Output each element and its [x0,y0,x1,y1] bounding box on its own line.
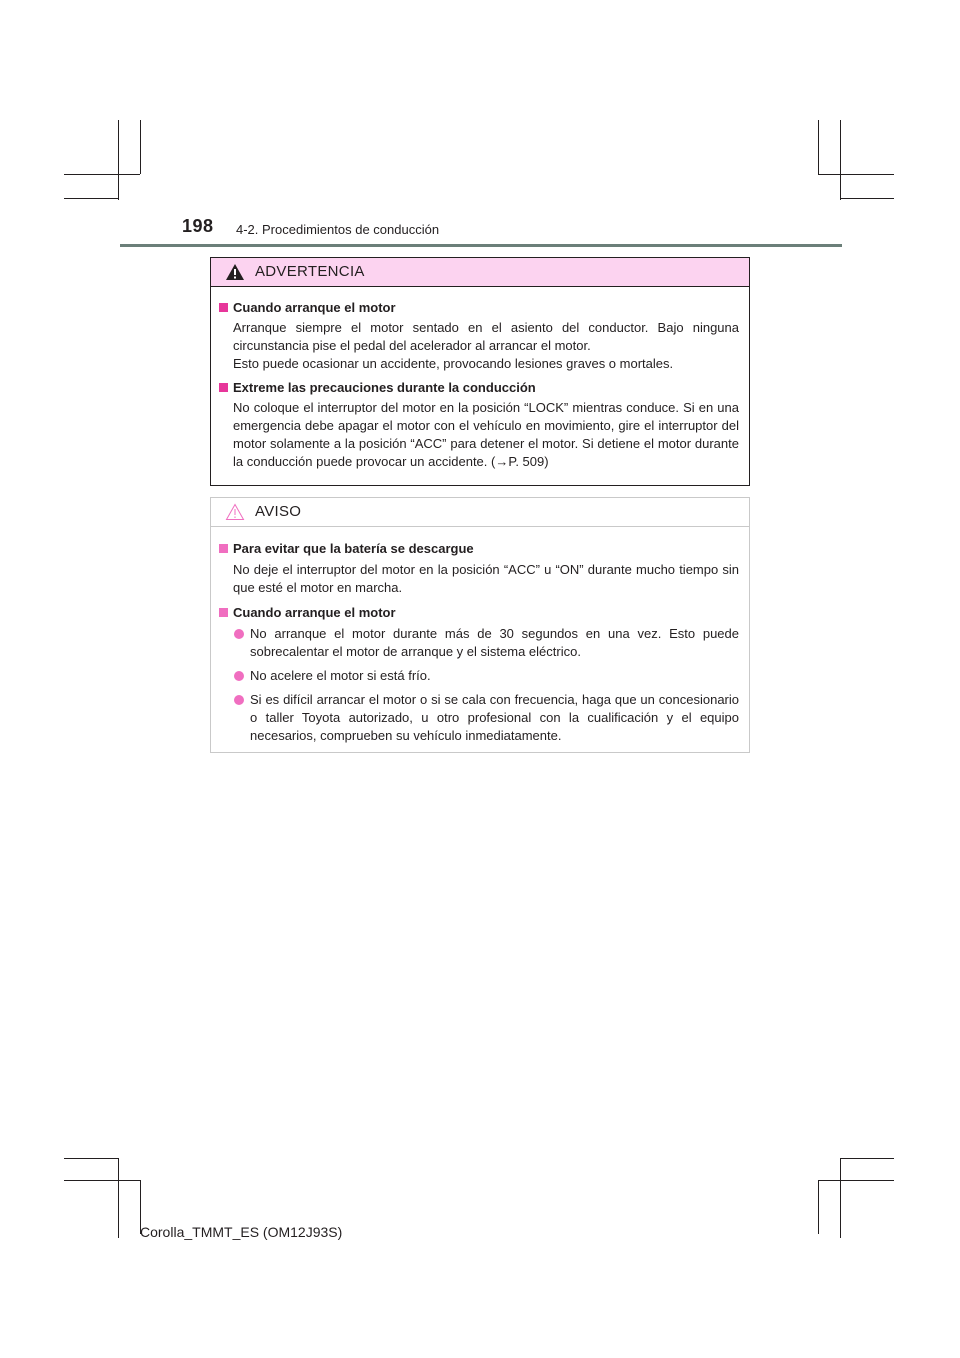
crop-mark [840,1158,841,1238]
crop-mark [818,1180,819,1234]
circle-bullet-icon [234,695,244,705]
warning-heading-1 [219,299,741,317]
warning-para-1b: Esto puede ocasionar un accidente, provocando lesiones graves o mortales. [233,356,674,371]
crop-mark [118,1158,119,1238]
notice-header [211,498,749,527]
page-number: 198 [182,216,214,236]
warning-heading-1-text: Cuando arranque el motor [233,300,396,315]
crop-mark [818,120,819,174]
crop-mark [840,120,841,200]
square-bullet-icon [219,303,228,312]
warning-heading-2-text: Extreme las precauciones durante la conducción [233,380,536,395]
square-bullet-icon [219,608,228,617]
warning-title: ADVERTENCIA [255,263,365,280]
list-item [219,625,741,661]
notice-title: AVISO [255,503,302,520]
warning-triangle-icon [225,263,245,281]
crop-mark [818,174,894,175]
circle-bullet-icon [234,629,244,639]
notice-body [211,527,749,745]
crop-mark [840,1158,894,1159]
warning-para-2: No coloque el interruptor del motor en la posición “LOCK” mientras conduce. Si en una emergencia debe apagar el motor con el vehículo en movimiento, gire el interruptor del motor solamente a la posición “ACC” para detener el motor. Si detiene el motor durante la conducción puede provocar un accidente. (→P. 509) [233,400,739,469]
notice-heading-1-text: Para evitar que la batería se descargue [233,541,474,556]
list-item [219,691,741,745]
notice-heading-1 [219,540,741,558]
crop-mark [64,1180,140,1181]
square-bullet-icon [219,544,228,553]
crop-mark [118,120,119,200]
crop-mark [840,198,894,199]
crop-mark [818,1180,894,1181]
section-title: 4-2. Procedimientos de conducción [236,222,440,237]
header-rule [120,244,842,247]
list-item-text: Si es difícil arrancar el motor o si se cala con frecuencia, haga que un concesionario o taller Toyota autorizado, u otro profesional con la cualificación y el equipo necesarios, comprueben su vehículo inmediatamente. [250,692,739,743]
crop-mark [64,1158,118,1159]
crop-mark [64,198,118,199]
crop-mark [64,174,140,175]
circle-bullet-icon [234,671,244,681]
warning-box [210,257,750,486]
notice-heading-2-text: Cuando arranque el motor [233,605,396,620]
notice-heading-2 [219,604,741,622]
list-item-text: No arranque el motor durante más de 30 segundos en una vez. Esto puede sobrecalentar el motor de arranque y el sistema eléctrico. [250,626,739,659]
warning-heading-2 [219,379,741,397]
warning-body [211,287,749,471]
manual-code: Corolla_TMMT_ES (OM12J93S) [140,1224,343,1240]
list-item-text: No acelere el motor si está frío. [250,668,431,683]
square-bullet-icon [219,383,228,392]
caution-triangle-outline-icon [225,503,245,521]
list-item [219,667,741,685]
crop-mark [140,120,141,174]
notice-para-1: No deje el interruptor del motor en la posición “ACC” u “ON” durante mucho tiempo sin que esté el motor en marcha. [233,562,739,595]
notice-box [210,497,750,753]
warning-para-1a: Arranque siempre el motor sentado en el asiento del conductor. Bajo ninguna circunstancia pise el pedal del acelerador al arrancar el motor. [233,320,739,353]
warning-header [211,258,749,287]
